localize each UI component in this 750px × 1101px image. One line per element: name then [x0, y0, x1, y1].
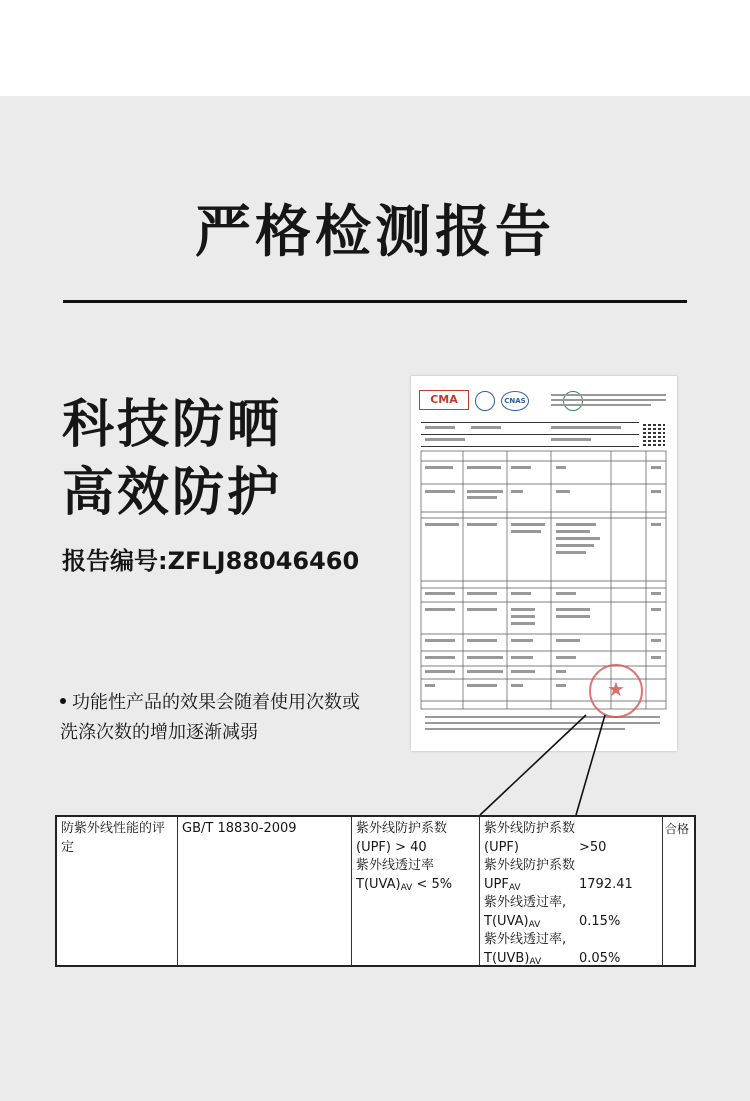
page-title: 严格检测报告	[195, 200, 555, 265]
requirement-line4-main: T(UVA)	[356, 876, 401, 892]
table-cell-item	[57, 817, 178, 965]
table-cell-verdict	[663, 817, 694, 965]
result-label-sub: AV	[508, 882, 521, 893]
cnas-logo: CNAS	[501, 391, 529, 411]
result-label: 紫外线防护系数	[484, 858, 576, 873]
result-value: >50	[579, 839, 607, 855]
result-row	[484, 839, 658, 858]
seal-star-icon: ★	[607, 677, 625, 701]
result-label: 紫外线透过率,	[484, 932, 567, 947]
requirement-line4-sub: AV	[400, 882, 413, 893]
result-row	[484, 857, 658, 876]
uv-protection-table-row	[55, 815, 696, 967]
requirement-line1: 紫外线防护系数	[356, 821, 448, 836]
result-row	[484, 950, 658, 969]
cma-logo: CMA	[419, 390, 469, 410]
result-row	[484, 820, 658, 839]
result-label-sub: AV	[529, 956, 542, 967]
verdict-label: 合格	[665, 822, 690, 836]
result-value: 0.05%	[579, 950, 621, 966]
result-label: (UPF)	[484, 839, 519, 855]
requirement-line4-tail: < 5%	[412, 876, 453, 892]
result-row	[484, 931, 658, 950]
result-label: T(UVB)	[484, 950, 530, 966]
result-label-sub: AV	[528, 919, 541, 930]
table-cell-results	[480, 817, 663, 965]
result-row	[484, 876, 658, 895]
report-number: 报告编号:ZFLJ88046460	[62, 547, 360, 575]
result-label: UPF	[484, 876, 509, 892]
requirement-line4	[356, 876, 475, 898]
result-label: 紫外线防护系数	[484, 821, 576, 836]
test-item-label: 防紫外线性能的评定	[61, 821, 166, 855]
result-row	[484, 894, 658, 913]
headline-line2: 高效防护	[62, 463, 283, 523]
usage-note-line1: 功能性产品的效果会随着使用次数或	[72, 692, 360, 713]
table-cell-requirement	[352, 817, 480, 965]
headline-line1: 科技防晒	[62, 395, 283, 455]
result-label: 紫外线透过率,	[484, 895, 567, 910]
requirement-line2: (UPF) > 40	[356, 839, 427, 855]
table-cell-method	[178, 817, 352, 965]
requirement-line3: 紫外线透过率	[356, 858, 435, 873]
result-value: 1792.41	[579, 876, 633, 892]
result-row	[484, 913, 658, 932]
result-value: 0.15%	[579, 913, 621, 929]
test-method-label: GB/T 18830-2009	[182, 821, 297, 836]
usage-note-line2: 洗涤次数的增加逐渐减弱	[60, 722, 258, 743]
result-label: T(UVA)	[484, 913, 529, 929]
